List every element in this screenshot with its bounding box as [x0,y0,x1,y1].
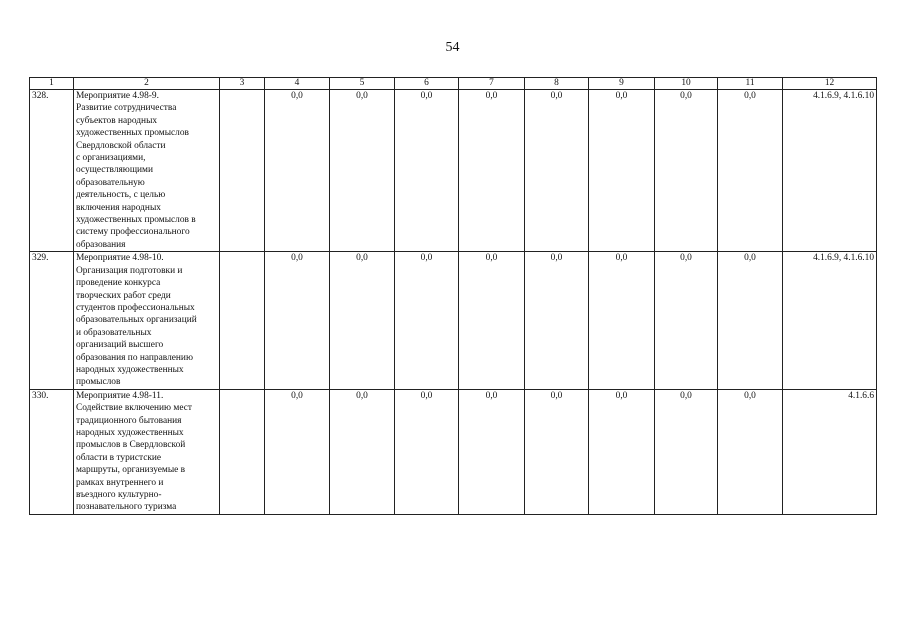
value-cell-col-8: 0,0 [525,389,589,514]
value-cell-col-11: 0,0 [718,252,783,389]
row-number: 328. [30,90,74,252]
activity-name [74,90,220,252]
activity-name-line: субъектов народных [76,115,158,126]
value-cell-col-11: 0,0 [718,90,783,252]
activity-name-line: студентов профессиональных [76,302,195,313]
target-indicator-ref: 4.1.6.9, 4.1.6.10 [783,90,877,252]
activity-name [74,252,220,389]
value-cell-col-9: 0,0 [589,252,655,389]
value-cell-col-11: 0,0 [718,389,783,514]
column-header-7: 7 [459,78,525,90]
page-number: 54 [445,40,460,55]
program-table [29,77,877,515]
activity-name-line: образования по направлению [76,352,193,363]
column-3-cell [220,389,265,514]
activity-name-line: въездного культурно- [76,490,162,500]
value-cell-col-10: 0,0 [655,252,718,389]
value-cell-col-4: 0,0 [265,90,330,252]
activity-name-line: художественных промыслов [76,128,189,139]
column-3-cell [220,90,265,252]
column-header-3: 3 [220,78,265,90]
activity-name-line: с организациями, [76,153,146,164]
column-header-11: 11 [718,78,783,90]
column-header-5: 5 [330,78,395,90]
column-header-6: 6 [395,78,459,90]
activity-name-line: Мероприятие 4.98-9. [76,91,159,101]
activity-name-line: систему профессионального [76,227,190,238]
activity-name-line: художественных промыслов в [76,215,196,226]
value-cell-col-7: 0,0 [459,252,525,389]
activity-name-line: познавательного туризма [76,502,177,513]
activity-name-line: традиционного бытования [76,415,182,426]
table-row [30,252,877,389]
value-cell-col-6: 0,0 [395,252,459,389]
value-cell-col-10: 0,0 [655,389,718,514]
value-cell-col-8: 0,0 [525,90,589,252]
value-cell-col-5: 0,0 [330,252,395,389]
value-cell-col-4: 0,0 [265,389,330,514]
value-cell-col-7: 0,0 [459,389,525,514]
value-cell-col-8: 0,0 [525,252,589,389]
activity-name-line: области в туристские [76,452,162,463]
target-indicator-ref: 4.1.6.6 [783,389,877,514]
value-cell-col-9: 0,0 [589,389,655,514]
value-cell-col-6: 0,0 [395,389,459,514]
activity-name-line: организаций высшего [76,340,164,351]
activity-name-line: Свердловской области [76,140,166,151]
row-number: 329. [30,252,74,389]
value-cell-col-7: 0,0 [459,90,525,252]
header-row [30,78,877,90]
activity-name-line: Организация подготовки и [76,265,183,276]
row-number: 330. [30,389,74,514]
column-header-1: 1 [30,78,74,90]
activity-name-line: промыслов в Свердловской [76,440,186,451]
column-header-12: 12 [783,78,877,90]
activity-name-line: образования [76,239,126,250]
activity-name-line: включения народных [76,202,161,213]
column-header-10: 10 [655,78,718,90]
value-cell-col-5: 0,0 [330,90,395,252]
activity-name-line: осуществляющими [76,165,154,176]
column-header-2: 2 [74,78,220,90]
value-cell-col-9: 0,0 [589,90,655,252]
activity-name-line: Мероприятие 4.98-10. [76,253,164,264]
activity-name-line: народных художественных [76,364,184,375]
activity-name-line: и образовательных [76,327,152,338]
activity-name-line: маршруты, организуемые в [76,465,186,476]
value-cell-col-6: 0,0 [395,90,459,252]
activity-name-line: деятельность, с целью [76,190,166,201]
column-header-8: 8 [525,78,589,90]
activity-name-line: народных художественных [76,427,184,438]
activity-name-line: Развитие сотрудничества [76,103,177,114]
target-indicator-ref: 4.1.6.9, 4.1.6.10 [783,252,877,389]
column-3-cell [220,252,265,389]
activity-name-line: образовательных организаций [76,315,197,326]
value-cell-col-4: 0,0 [265,252,330,389]
activity-name-line: Содействие включению мест [76,403,192,414]
value-cell-col-10: 0,0 [655,90,718,252]
table-row [30,389,877,514]
value-cell-col-5: 0,0 [330,389,395,514]
activity-name-line: Мероприятие 4.98-11. [76,390,164,401]
activity-name [74,389,220,514]
column-header-4: 4 [265,78,330,90]
column-header-9: 9 [589,78,655,90]
activity-name-line: рамках внутреннего и [76,477,164,488]
activity-name-line: промыслов [76,377,121,388]
activity-name-line: творческих работ среди [76,290,171,301]
activity-name-line: проведение конкурса [76,278,161,289]
activity-name-line: образовательную [76,177,145,188]
table-row [30,90,877,252]
